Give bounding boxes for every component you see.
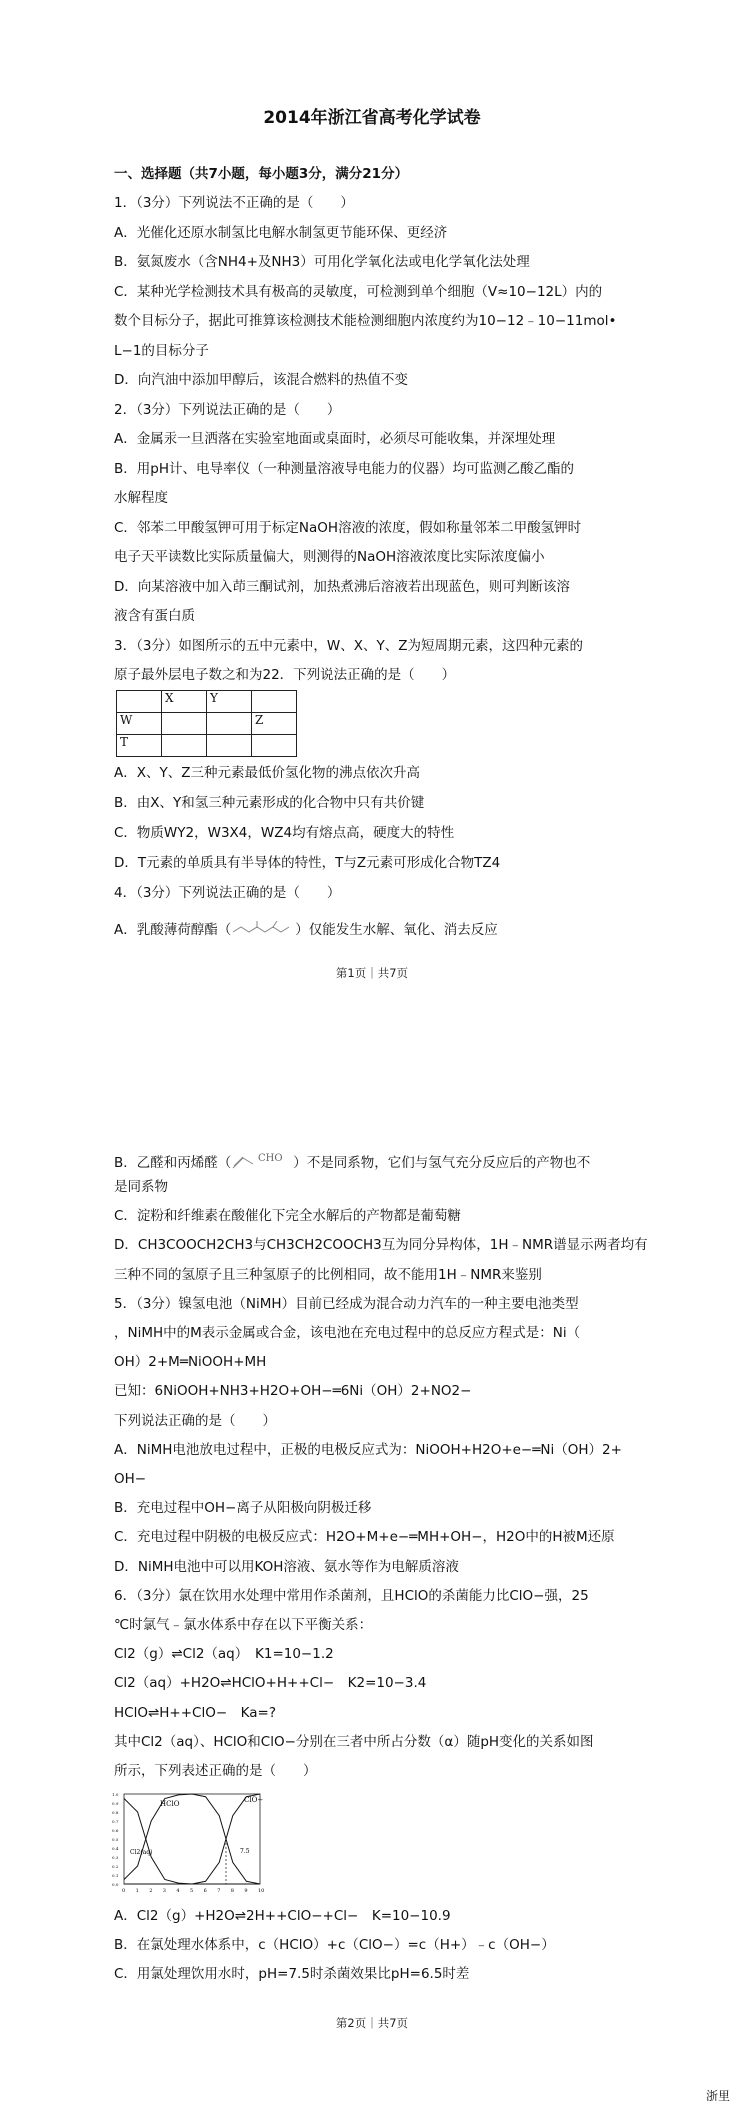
text-line-3: C．某种光学检测技术具有极高的灵敏度，可检测到单个细胞（V≈10−12L）内的 [114,283,603,300]
corner-watermark-text: 浙里 [705,2089,730,2103]
p2-text-line-4: 5．（3分）镍氢电池（NiMH）目前已经成为混合动力汽车的一种主要电池类型 [114,1295,579,1312]
table-cell [252,691,297,713]
table-cell: X [162,691,207,713]
x-tick-label: 7 [217,1888,221,1894]
page-2 [0,1120,744,2070]
p2-text-line-7: 已知：6NiOOH+NH3+H2O+OH−═6Ni（OH）2+NO2− [114,1383,472,1400]
acrolein-structure-image [231,1150,293,1176]
text-line-9: B．用pH计、电导率仪（一种测量溶液导电能力的仪器）均可监测乙酸乙酯的 [114,460,574,477]
x-tick-label: 4 [176,1888,180,1894]
x-tick-label: 10 [258,1888,265,1894]
menthyl-lactate-structure-image [231,918,295,942]
table-cell: Z [252,713,297,735]
p2-text-line-0: 是同系物 [114,1179,168,1195]
text-line-7: 2．（3分）下列说法正确的是（ ） [114,401,341,418]
acrolein-cho-label: CHO [258,1153,283,1164]
q3-line-0: A．X、Y、Z三种元素最低价氢化物的沸点依次升高 [114,765,420,781]
q3-line-1: B．由X、Y和氢三种元素形成的化合物中只有共价键 [114,795,425,811]
text-line-1: A．光催化还原水制氢比电解水制氢更节能环保、更经济 [114,224,448,241]
section-heading: 一、选择题（共7小题，每小题3分，满分21分） [114,166,409,182]
text-line-16: 原子最外层电子数之和为22．下列说法正确的是（ ） [114,667,456,683]
q6-line-1: B．在氯处理水体系中，c（HClO）+c（ClO−）=c（H+）﹣c（OH−） [114,1937,555,1953]
q3-line-2: C．物质WY2，W3X4，WZ4均有熔点高，硬度大的特性 [114,825,455,841]
p2-text-line-15: ℃时氯气﹣氯水体系中存在以下平衡关系： [114,1617,373,1633]
table-row [117,691,297,713]
p2-text-line-1: C．淀粉和纤维素在酸催化下完全水解后的产物都是葡萄糖 [114,1208,461,1225]
y-tick-label: 0.5 [112,1837,119,1842]
y-tick-label: 0.8 [112,1810,119,1815]
y-tick-label: 0.0 [112,1882,119,1887]
page-footer: 第1页｜共7页 [335,966,409,980]
p2-text-line-8: 下列说法正确的是（ ） [114,1412,276,1429]
p2-text-line-3: 三种不同的氢原子且三种氢原子的比例相同，故不能用1H﹣NMR来鉴别 [114,1266,542,1283]
table-cell: T [117,735,162,757]
cl2aq-curve-label: Cl2(aq) [130,1849,153,1856]
y-tick-label: 0.2 [112,1864,119,1869]
series-line-2 [124,1794,260,1884]
text-line-6: D．向汽油中添加甲醇后，该混合燃料的热值不变 [114,372,408,388]
clo-curve-label: ClO− [244,1796,264,1804]
text-line-4: 数个目标分子，据此可推算该检测技术能检测细胞内浓度约为10−12﹣10−11mol• [114,313,617,329]
p2-text-line-12: C．充电过程中阴极的电极反应式：H2O+M+e−═MH+OH−，H2O中的H被M还原 [114,1529,615,1546]
exam-title: 2014年浙江省高考化学试卷 [263,108,481,128]
y-tick-label: 0.3 [112,1855,119,1860]
p2-text-line-6: OH）2+M═NiOOH+MH [114,1354,267,1371]
x-tick-label: 0 [122,1888,126,1894]
text-line-12: 电子天平读数比实际质量偏大，则测得的NaOH溶液浓度比实际浓度偏小 [114,549,545,565]
text-line-8: A．金属汞一旦洒落在实验室地面或桌面时，必须尽可能收集，并深埋处理 [114,431,556,447]
p2-text-line-2: D．CH3COOCH2CH3与CH3CH2COOCH3互为同分异构体，1H﹣NMR谱显示两者均有 [114,1237,648,1254]
series-line-1 [124,1794,260,1884]
q3-line-3: D．T元素的单质具有半导体的特性，T与Z元素可形成化合物TZ4 [114,855,501,871]
y-tick-label: 0.9 [112,1801,119,1806]
y-tick-label: 0.1 [112,1873,119,1878]
page-footer-2: 第2页｜共7页 [335,2016,409,2030]
table-cell [162,713,207,735]
table-cell: Y [207,691,252,713]
question-4-option-b: B．乙醛和丙烯醛（ CHO ）不是同系物，它们与氢气充分反应后的产物也不 [114,1150,590,1176]
x-tick-label: 1 [135,1888,139,1894]
table-cell: W [117,713,162,735]
p2-text-line-9: A．NiMH电池放电过程中，正极的电极反应式为：NiOOH+H2O+e−═Ni（OH）2+ [114,1441,622,1458]
p2-text-line-16: Cl2（g）⇌Cl2（aq） K1=10−1.2 [114,1646,334,1663]
hclo-curve-label: HClO [160,1800,180,1808]
y-tick-label: 0.6 [112,1828,119,1833]
page-1 [0,0,744,1000]
p2-text-line-19: 其中Cl2（aq）、HClO和ClO−分别在三者中所占分数（α）随pH变化的关系如图 [114,1733,594,1750]
y-tick-label: 1.0 [112,1792,119,1797]
text-line-15: 3．（3分）如图所示的五中元素中，W、X、Y、Z为短周期元素，这四种元素的 [114,637,584,654]
fraction-vs-ph-chart [110,1788,270,1898]
q6-line-0: A．Cl2（g）+H2O⇌2H++ClO−+Cl− K=10−10.9 [114,1908,451,1924]
text-line-14: 液含有蛋白质 [114,608,195,624]
table-cell [252,735,297,757]
p2-text-line-18: HClO⇌H++ClO− Ka=? [114,1704,277,1721]
q3-line-4: 4．（3分）下列说法正确的是（ ） [114,885,341,901]
table-cell [117,691,162,713]
p2-text-line-13: D．NiMH电池中可以用KOH溶液、氨水等作为电解质溶液 [114,1558,459,1575]
periodic-table-fragment [116,690,297,757]
p2-text-line-11: B．充电过程中OH−离子从阳极向阴极迁移 [114,1500,372,1517]
text-line-5: L−1的目标分子 [114,342,209,359]
text-line-13: D．向某溶液中加入茚三酮试剂，加热煮沸后溶液若出现蓝色，则可判断该溶 [114,578,570,595]
p2-text-line-10: OH− [114,1471,147,1487]
y-tick-label: 0.4 [112,1846,119,1851]
text-line-0: 1．（3分）下列说法不正确的是（ ） [114,195,354,211]
text-line-10: 水解程度 [114,490,168,506]
p2-text-line-5: ，NiMH中的M表示金属或合金，该电池在充电过程中的总反应方程式是：Ni（ [114,1325,581,1341]
x-tick-label: 8 [230,1888,234,1894]
chart-frame [124,1794,260,1884]
ph-point-label: 7.5 [240,1848,250,1855]
question-4-option-a: A．乳酸薄荷醇酯（ ）仅能发生水解、氧化、消去反应 [114,918,498,942]
table-cell [207,735,252,757]
table-row [117,713,297,735]
x-tick-label: 5 [190,1888,194,1894]
text-line-2: B．氨氮废水（含NH4+及NH3）可用化学氧化法或电化学氧化法处理 [114,254,530,270]
table-cell [207,713,252,735]
x-tick-label: 6 [203,1888,207,1894]
text-line-11: C．邻苯二甲酸氢钾可用于标定NaOH溶液的浓度，假如称量邻苯二甲酸氢钾时 [114,519,582,536]
p2-text-line-17: Cl2（aq）+H2O⇌HClO+H++Cl− K2=10−3.4 [114,1675,427,1692]
table-cell [162,735,207,757]
x-tick-label: 9 [244,1888,248,1894]
y-tick-label: 0.7 [112,1819,119,1824]
p2-text-line-14: 6．（3分）氯在饮用水处理中常用作杀菌剂，且HClO的杀菌能力比ClO−强，25 [114,1587,589,1604]
table-row [117,735,297,757]
x-tick-label: 3 [162,1888,166,1894]
q6-line-2: C．用氯处理饮用水时，pH=7.5时杀菌效果比pH=6.5时差 [114,1966,470,1982]
p2-text-line-20: 所示，下列表述正确的是（ ） [114,1763,317,1779]
x-tick-label: 2 [149,1888,153,1894]
